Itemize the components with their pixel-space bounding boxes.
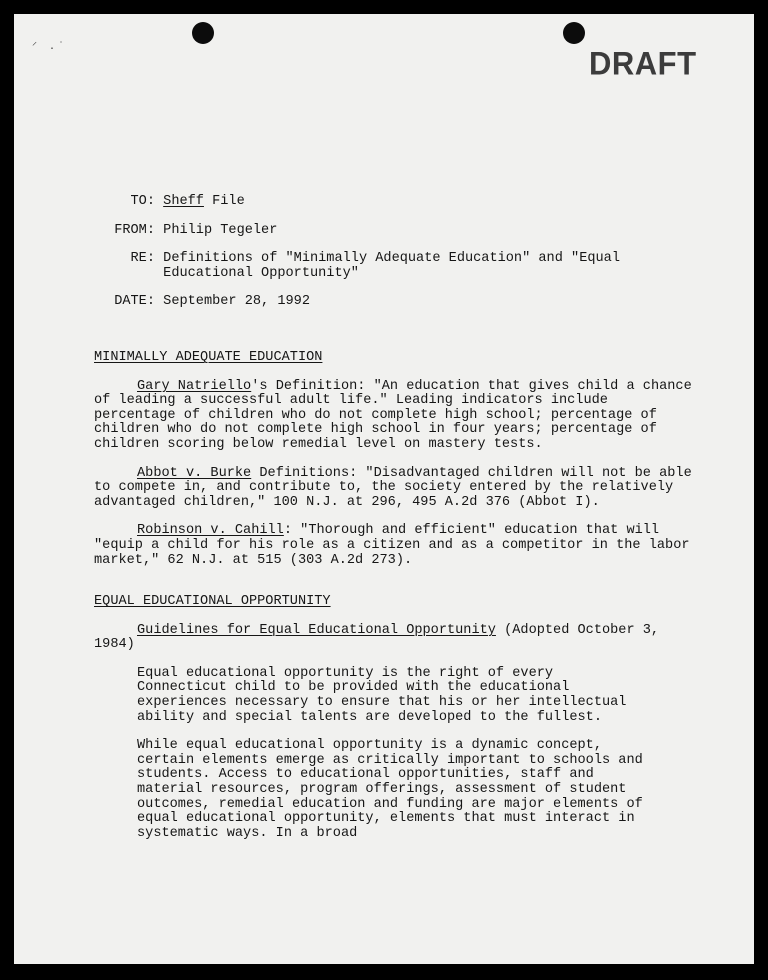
natriello-ref: Gary Natriello xyxy=(137,378,252,394)
abbot-paragraph: Abbot v. Burke Definitions: "Disadvantaged children will not be able to compete in, and contribute to, the society entered by the relatively advantaged children," 100 N.J. at 296, 495 A.2d 376 (Abbot I). xyxy=(94,465,692,510)
memo-body xyxy=(94,195,694,855)
memo-to-row xyxy=(94,195,694,210)
re-label: RE: xyxy=(130,251,155,267)
robinson-ref: Robinson v. Cahill xyxy=(137,523,284,539)
to-rest: File xyxy=(203,194,245,209)
punch-hole-left xyxy=(192,22,214,44)
quote-paragraph-1: Equal educational opportunity is the right of every Connecticut child to be provided with the educational experiences necessary to ensure that his or her intellectual ability and special talents are developed to the fullest. xyxy=(137,665,627,725)
memo-from-row xyxy=(94,224,694,239)
to-file-name: Sheff xyxy=(163,194,204,209)
date-value: September 28, 1992 xyxy=(163,294,310,310)
memo-re-row xyxy=(94,252,694,281)
section-heading-equal-opportunity: EQUAL EDUCATIONAL OPPORTUNITY xyxy=(94,594,331,610)
re-value: Definitions of "Minimally Adequate Education" and "Equal Educational Opportunity" xyxy=(163,251,620,281)
section-heading-minimally-adequate: MINIMALLY ADEQUATE EDUCATION xyxy=(94,349,323,365)
abbot-ref: Abbot v. Burke xyxy=(137,465,252,481)
quote-paragraph-2: While equal educational opportunity is a dynamic concept, certain elements emerge as critically important to schools and students. Access to educational opportunities, staff and material resources, program offerings, assessment of student outcomes, remedial education and funding are major elements of equal educational opportunity, elements that must interact in systematic ways. In a broad xyxy=(137,738,643,841)
memo-date-row xyxy=(94,295,694,310)
date-label: DATE: xyxy=(114,294,155,310)
guidelines-paragraph: Guidelines for Equal Educational Opportunity (Adopted October 3, 1984) xyxy=(94,622,660,653)
paper-specks: ⸍ .˙ xyxy=(32,42,68,53)
to-label: TO: xyxy=(130,194,155,209)
draft-stamp: DRAFT xyxy=(589,44,697,83)
document-page xyxy=(14,14,754,964)
from-value: Philip Tegeler xyxy=(163,222,278,238)
natriello-paragraph: Gary Natriello's Definition: "An education that gives child a chance of leading a successful adult life." Leading indicators include percentage of children who do not complete high school; percentage of children who do not complete high school in four years; percentage of children scoring below remedial level on mastery tests. xyxy=(94,378,692,452)
robinson-paragraph: Robinson v. Cahill: "Thorough and efficient" education that will "equip a child for his role as a citizen and as a competitor in the labor market," 62 N.J. at 515 (303 A.2d 273). xyxy=(94,523,690,568)
punch-hole-right xyxy=(563,22,585,44)
from-label: FROM: xyxy=(114,222,155,238)
guidelines-ref: Guidelines for Equal Educational Opportunity xyxy=(137,622,496,638)
